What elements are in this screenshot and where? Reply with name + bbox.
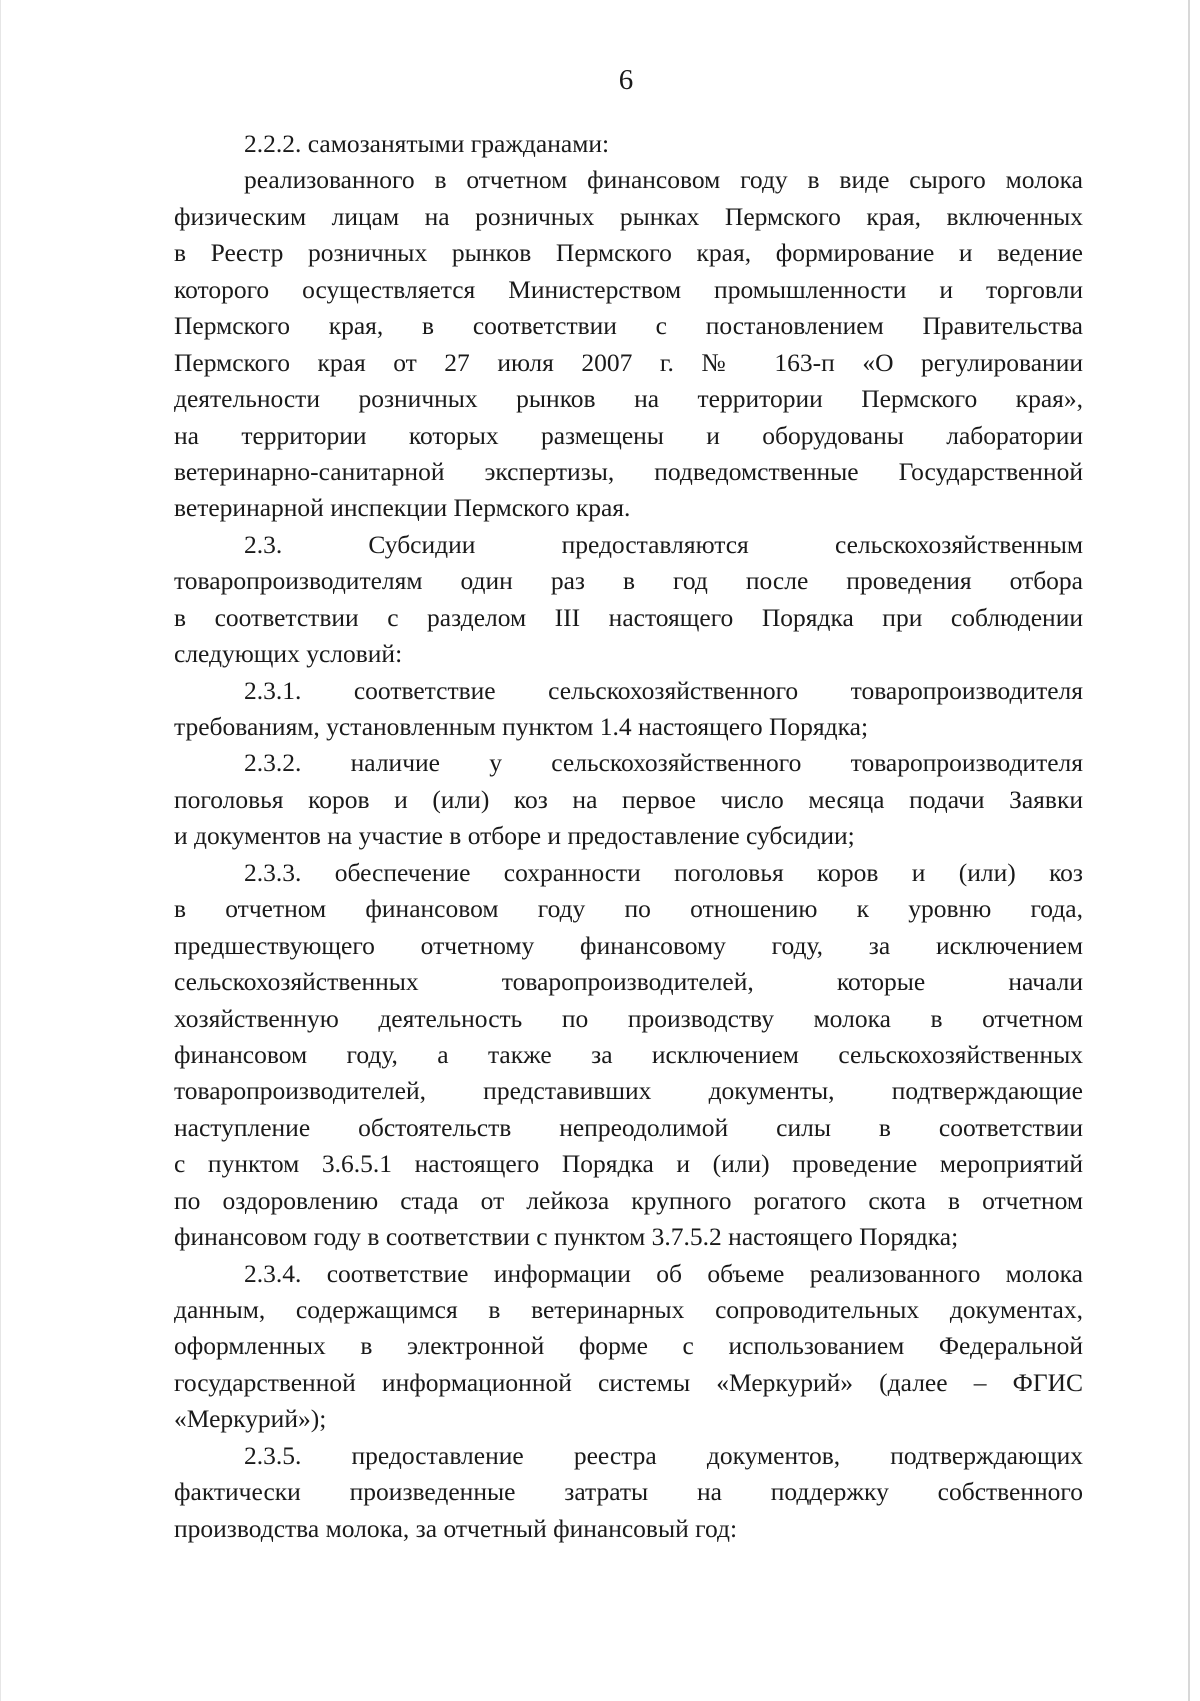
text-line: хозяйственную деятельность по производству молока в отчетном — [174, 1003, 1083, 1033]
text-line: сельскохозяйственных товаропроизводителей, которые начали — [174, 967, 1083, 997]
text-line: на территории которых размещены и оборудованы лаборатории — [174, 420, 1083, 450]
text-line: 2.3.5. предоставление реестра документов, подтверждающих — [244, 1440, 1083, 1470]
text-line: фактически произведенные затраты на поддержку собственного — [174, 1477, 1083, 1507]
text-line: требованиям, установленным пунктом 1.4 настоящего Порядка; — [174, 712, 869, 741]
text-line: следующих условий: — [174, 639, 403, 669]
text-line: товаропроизводителей, представивших документы, подтверждающие — [174, 1076, 1083, 1106]
text-line: с пунктом 3.6.5.1 настоящего Порядка и (или) проведение мероприятий — [174, 1149, 1083, 1179]
text-line: поголовья коров и (или) коз на первое число месяца подачи Заявки — [174, 784, 1083, 814]
text-line: наступление обстоятельств непреодолимой силы в соответствии — [174, 1112, 1083, 1142]
text-line: 2.3.3. обеспечение сохранности поголовья коров и (или) коз — [244, 857, 1083, 887]
text-line: государственной информационной системы «Меркурий» (далее – ФГИС — [174, 1367, 1083, 1397]
text-line: в Реестр розничных рынков Пермского края, формирование и ведение — [174, 238, 1083, 268]
text-line: которого осуществляется Министерством промышленности и торговли — [174, 274, 1083, 304]
text-line: финансовом году, а также за исключением сельскохозяйственных — [174, 1039, 1083, 1069]
document-body — [174, 126, 1083, 1547]
scan-edge-right — [1188, 0, 1190, 1701]
text-line: физическим лицам на розничных рынках Пермского края, включенных — [174, 201, 1083, 231]
text-line: «Меркурий»); — [174, 1404, 327, 1434]
text-line: и документов на участие в отборе и предоставление субсидии; — [174, 821, 855, 851]
text-line: ветеринарно-санитарной экспертизы, подведомственные Государственной — [174, 456, 1083, 486]
scan-edge-left — [0, 0, 1, 1701]
text-line: 2.3.4. соответствие информации об объеме реализованного молока — [244, 1258, 1083, 1288]
text-line: в отчетном финансовом году по отношению к уровню года, — [174, 894, 1083, 924]
text-line: предшествующего отчетному финансовому году, за исключением — [174, 930, 1083, 960]
text-line: по оздоровлению стада от лейкоза крупного рогатого скота в отчетном — [174, 1185, 1083, 1215]
text-line: в соответствии с разделом III настоящего Порядка при соблюдении — [174, 602, 1083, 632]
text-line: товаропроизводителям один раз в год после проведения отбора — [174, 566, 1083, 596]
text-line: 2.2.2. самозанятыми гражданами: — [244, 129, 610, 158]
text-line: ветеринарной инспекции Пермского края. — [174, 493, 631, 523]
text-line: 2.3. Субсидии предоставляются сельскохозяйственным — [244, 529, 1083, 559]
text-line: финансовом году в соответствии с пунктом 3.7.5.2 настоящего Порядка; — [174, 1222, 959, 1252]
page-number: 6 — [618, 64, 634, 96]
text-line: деятельности розничных рынков на территории Пермского края», — [174, 384, 1083, 414]
text-line: данным, содержащимся в ветеринарных сопроводительных документах, — [174, 1295, 1083, 1324]
text-line: реализованного в отчетном финансовом году в виде сырого молока — [244, 165, 1083, 195]
text-line: оформленных в электронной форме с использованием Федеральной — [174, 1331, 1083, 1361]
text-line: производства молока, за отчетный финансовый год: — [174, 1513, 738, 1543]
text-line: 2.3.2. наличие у сельскохозяйственного товаропроизводителя — [244, 748, 1083, 778]
text-line: Пермского края от 27 июля 2007 г. № 163-п «О регулировании — [174, 347, 1083, 377]
text-line: Пермского края, в соответствии с постановлением Правительства — [174, 311, 1083, 341]
text-line: 2.3.1. соответствие сельскохозяйственного товаропроизводителя — [244, 675, 1083, 705]
